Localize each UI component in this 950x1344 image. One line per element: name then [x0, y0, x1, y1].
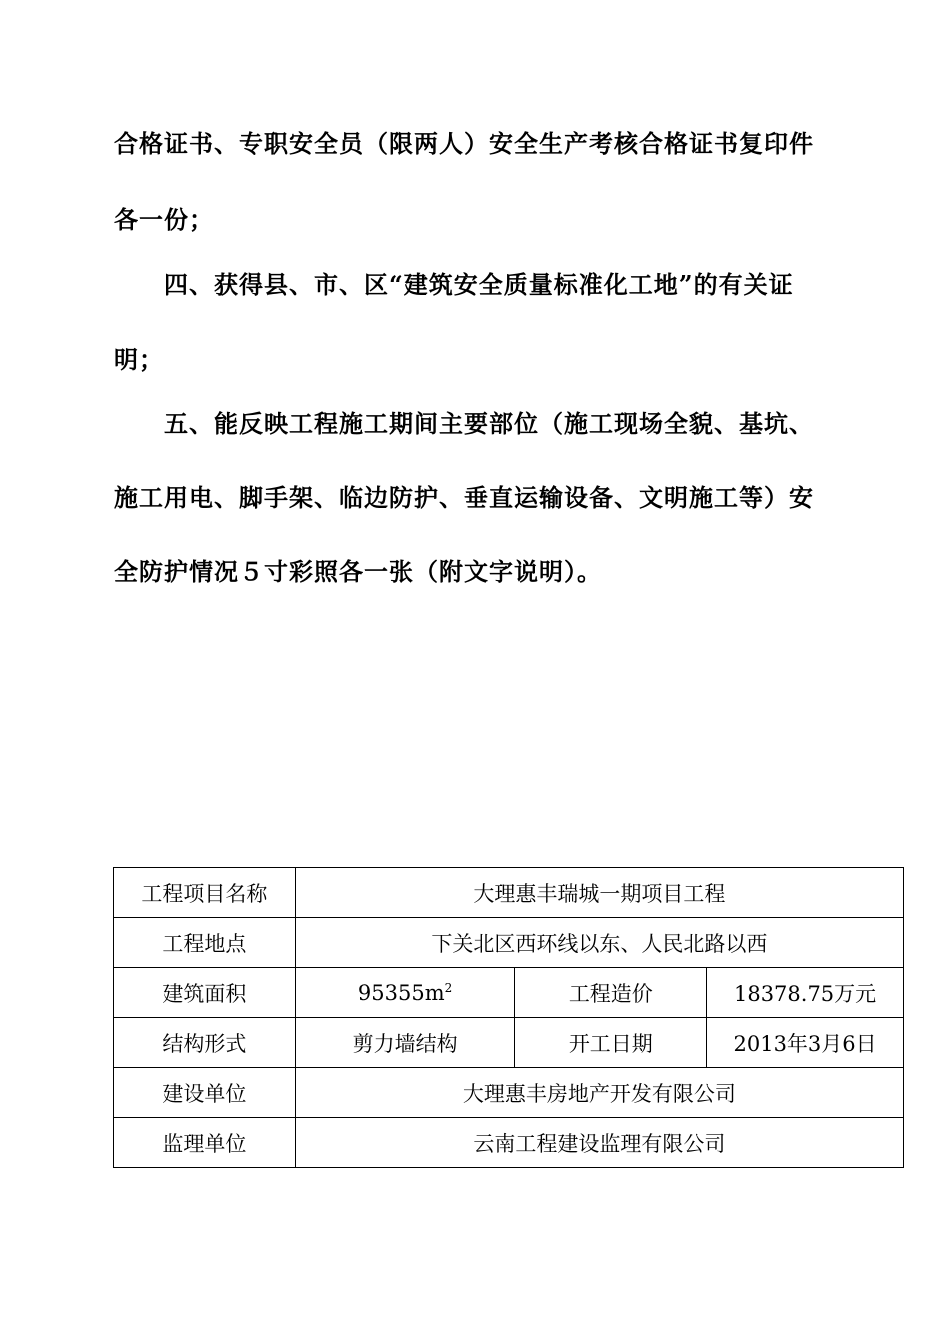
text-line: 五、能反映工程施工期间主要部位（施工现场全貌、基坑、 [164, 409, 814, 438]
text-line: 各一份； [114, 205, 214, 234]
location-label: 工程地点 [114, 918, 296, 968]
table-row [114, 1068, 904, 1118]
cost-label: 工程造价 [515, 968, 707, 1018]
table-row [114, 968, 904, 1018]
supervisor-value: 云南工程建设监理有限公司 [295, 1118, 903, 1168]
table-row [114, 918, 904, 968]
start-date-value: 2013年3月6日 [707, 1018, 904, 1068]
project-info-table [113, 867, 904, 1168]
table-row [114, 1118, 904, 1168]
area-value: 95355m [357, 980, 445, 1005]
text-line: 四、获得县、市、区“建筑安全质量标准化工地”的有关证 [164, 270, 794, 299]
text-line: 施工用电、脚手架、临边防护、垂直运输设备、文明施工等）安 [114, 483, 814, 512]
supervisor-label: 监理单位 [114, 1118, 296, 1168]
builder-value: 大理惠丰房地产开发有限公司 [295, 1068, 903, 1118]
area-unit-superscript: 2 [444, 980, 453, 995]
table-row [114, 868, 904, 918]
text-line: 明； [114, 345, 164, 374]
text-line: 全防护情况５寸彩照各一张（附文字说明）。 [114, 557, 602, 586]
structure-label: 结构形式 [114, 1018, 296, 1068]
name-value: 大理惠丰瑞城一期项目工程 [295, 868, 903, 918]
structure-value: 剪力墙结构 [295, 1018, 515, 1068]
location-value: 下关北区西环线以东、人民北路以西 [295, 918, 903, 968]
start-date-label: 开工日期 [515, 1018, 707, 1068]
area-label: 建筑面积 [114, 968, 296, 1018]
area-cell [295, 968, 515, 1018]
cost-value: 18378.75万元 [707, 968, 904, 1018]
name-label: 工程项目名称 [114, 868, 296, 918]
table-row [114, 1018, 904, 1068]
text-line: 合格证书、专职安全员（限两人）安全生产考核合格证书复印件 [114, 129, 814, 158]
builder-label: 建设单位 [114, 1068, 296, 1118]
